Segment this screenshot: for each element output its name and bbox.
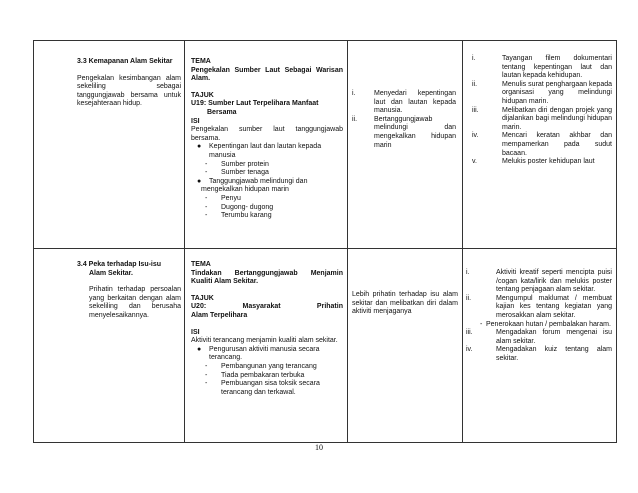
isi-label: ISI <box>191 117 200 125</box>
column-divider <box>462 41 463 442</box>
activity-item: ii. Menulis surat penghargaan kepada organisasi yang melindungi hidupan marin. <box>472 80 612 105</box>
dash-item: - Sumber protein <box>205 160 269 168</box>
dash-item-cont: terancang dan terkawal. <box>221 388 296 396</box>
dash-item: - Terumbu karang <box>205 212 272 220</box>
lesson-table <box>33 40 617 443</box>
row2-activity-cell <box>466 269 612 364</box>
topic-description: Prihatin terhadap persoalan yang berkaitan dengan alam sekeliling dan berusaha menyelesaikannya. <box>89 286 181 319</box>
tema-label: TEMA <box>191 261 211 268</box>
topic-heading: 3.4 Peka terhadap Isu-isu <box>77 261 162 268</box>
activity-subitem: - Penerokaan hutan / pembalakan haram. <box>480 320 611 328</box>
tema-label: TEMA <box>191 58 211 65</box>
dash-item: - Dugong- dugong <box>205 203 274 211</box>
tajuk-text: U20: Masyarakat Prihatin <box>191 303 343 311</box>
column-divider <box>184 41 185 442</box>
topic-heading: 3.3 Kemapanan Alam Sekitar <box>77 58 173 65</box>
activity-item: iv. Mengadakan kuiz tentang alam sekitar. <box>466 346 612 362</box>
tema-text: Pengekalan Sumber Laut Sebagai Warisan Alam. <box>191 66 343 83</box>
bullet-item: ● Tanggungjawab melindungi dan <box>197 177 308 185</box>
activity-item: iii. Melibatkan diri dengan projek yang dijalankan bagi melindungi hidupan marin. <box>472 106 612 131</box>
tajuk-text-cont: Bersama <box>207 108 237 116</box>
row1-objective-cell <box>352 90 456 150</box>
row2-topic-cell <box>77 261 181 321</box>
objective-item: ii. Bertanggungjawab melindungi dan mengekalkan hidupan marin <box>352 115 456 149</box>
column-divider <box>347 41 348 442</box>
topic-heading-cont: Alam Sekitar. <box>89 269 133 277</box>
tajuk-label: TAJUK <box>191 294 214 302</box>
dash-item: - Sumber tenaga <box>205 169 269 177</box>
dash-item: - Pembangunan yang terancang <box>205 362 317 370</box>
activity-item: v. Melukis poster kehidupan laut <box>472 158 595 166</box>
bullet-item-cont: mengekalkan hidupan marin <box>201 186 289 194</box>
bullet-item-cont: terancang. <box>209 354 243 362</box>
activity-item: ii. Mengumpul maklumat / membuat kajian kes tentang kegiatan yang merosakkan alam sekitar. <box>466 294 612 319</box>
dash-item: - Penyu <box>205 194 241 202</box>
row2-objective-cell: Lebih prihatin terhadap isu alam sekitar dan melibatkan diri dalam aktiviti menjaganya <box>352 291 458 316</box>
row1-activity-cell <box>472 55 612 167</box>
topic-description: Pengekalan kesimbangan alam sekeliling sebagai tanggungjawab bersama untuk kesejahteraan hidup. <box>77 74 181 108</box>
dash-item: - Pembuangan sisa toksik secara <box>205 380 320 388</box>
activity-item: i. Aktiviti kreatif seperti mencipta puisi /cogan kata/lirik dan melukis poster tentang penjagaan alam sekitar. <box>466 269 612 294</box>
activity-item: iv. Mencari keratan akhbar dan mempamerkan pada sudut bacaan. <box>472 132 612 157</box>
bullet-item: ● Kepentingan laut dan lautan kepada <box>197 143 322 151</box>
row1-content-cell <box>191 58 343 221</box>
row1-topic-cell <box>77 58 181 109</box>
bullet-item: ● Pengurusan aktiviti manusia secara <box>197 345 320 353</box>
dash-item: - Tiada pembakaran terbuka <box>205 371 305 379</box>
activity-item: iii. Mengadakan forum mengenai isu alam sekitar. <box>466 329 612 345</box>
tajuk-text-cont: Alam Terpelihara <box>191 311 248 319</box>
objective-item: i. Menyedari kepentingan laut dan lautan kepada manusia. <box>352 90 456 115</box>
tajuk-text: U19: Sumber Laut Terpelihara Manfaat <box>191 100 319 108</box>
bullet-item-cont: manusia <box>209 151 236 159</box>
page-number: 10 <box>315 443 323 452</box>
isi-text: Aktiviti terancang menjamin kualiti alam sekitar. <box>191 337 338 345</box>
activity-item: i. Tayangan filem dokumentari tentang kepentingan laut dan lautan kepada kehidupan. <box>472 55 612 80</box>
row2-content-cell <box>191 261 343 397</box>
tema-text: Tindakan Bertanggungjawab Menjamin Kualiti Alam Sekitar. <box>191 269 343 286</box>
isi-text: Pengekalan sumber laut tanggungjawab bersama. <box>191 126 343 142</box>
tajuk-label: TAJUK <box>191 91 214 99</box>
row-divider <box>34 248 616 249</box>
isi-label: ISI <box>191 328 200 336</box>
